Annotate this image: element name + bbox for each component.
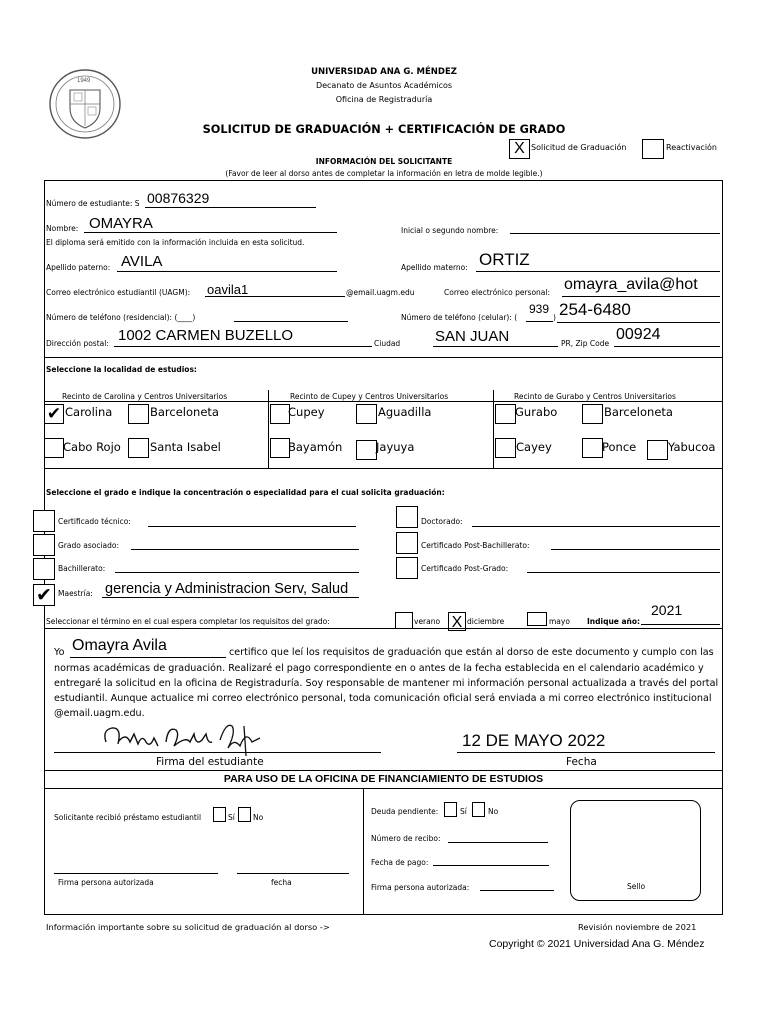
campus-checkbox-santa-isabel[interactable]	[128, 438, 149, 458]
campus-checkbox-cabo-rojo[interactable]	[44, 438, 64, 458]
maternal-field[interactable]: ORTIZ	[479, 250, 530, 269]
graduation-request-label: Solicitud de Graduación	[531, 143, 627, 152]
degree-label-technical: Certificado técnico:	[58, 517, 131, 526]
degree-checkbox-associate[interactable]	[33, 534, 55, 556]
campus-checkbox-jayuya[interactable]	[356, 440, 377, 460]
campus-checkbox-aguadilla[interactable]	[356, 404, 377, 424]
postal-label: Dirección postal:	[46, 339, 109, 348]
term-label-december: diciembre	[467, 617, 505, 626]
student-email-label: Correo electrónico estudiantil (UAGM):	[46, 288, 191, 297]
degree-prompt: Seleccione el grado e indique la concentración o especialidad para el cual solicita graduación:	[46, 488, 445, 497]
degree-label-associate: Grado asociado:	[58, 541, 119, 550]
deanship-name: Decanato de Asuntos Académicos	[315, 81, 453, 90]
cell-area-field[interactable]: 939	[529, 302, 550, 316]
authorized-label-2: Firma persona autorizada:	[371, 883, 470, 892]
debt-yes-checkbox[interactable]	[444, 802, 457, 817]
initial-field[interactable]	[510, 233, 720, 234]
name-field[interactable]: OMAYRA	[89, 215, 153, 232]
degree-checkbox-masters[interactable]	[33, 584, 55, 606]
degree-checkbox-doctorate[interactable]	[396, 506, 418, 528]
seal-year: 1949	[77, 78, 91, 84]
degree-label-doctorate: Doctorado:	[421, 517, 463, 526]
city-label: Ciudad	[374, 339, 401, 348]
campus-label-cayey: Cayey	[516, 440, 552, 454]
seal-label: Sello	[627, 882, 646, 891]
student-number-field[interactable]: 00876329	[147, 190, 210, 206]
campus-checkbox-cayey[interactable]	[495, 438, 516, 458]
degree-field-technical[interactable]	[148, 526, 356, 527]
campus-checkbox-gurabo[interactable]	[495, 404, 516, 424]
degree-field-post-bachelor[interactable]	[551, 549, 720, 550]
office-title: PARA USO DE LA OFICINA DE FINANCIAMIENTO DE ESTUDIOS	[223, 773, 544, 785]
campus-checkbox-barceloneta-gurabo[interactable]	[582, 404, 603, 424]
debt-no-checkbox[interactable]	[472, 802, 485, 817]
degree-field-masters[interactable]: gerencia y Administracion Serv, Salud	[105, 581, 349, 597]
payment-date-label: Fecha de pago:	[371, 858, 429, 867]
authorized-label: Firma persona autorizada	[58, 878, 154, 887]
debt-no-label: No	[488, 807, 499, 816]
degree-field-post-grade[interactable]	[527, 572, 720, 573]
degree-field-doctorate[interactable]	[472, 526, 720, 527]
certification-name-field[interactable]: Omayra Avila	[72, 637, 167, 654]
certification-yo: Yo	[54, 647, 65, 658]
diploma-note: El diploma será emitido con la información incluida en esta solicitud.	[46, 238, 305, 247]
office-date-label: fecha	[271, 878, 292, 887]
instructions: (Favor de leer al dorso antes de completar la información en letra de molde legible.)	[225, 169, 543, 178]
campus-label-aguadilla: Aguadilla	[378, 405, 432, 419]
campus-mark-carolina: ✔	[46, 404, 62, 424]
loan-no-checkbox[interactable]	[238, 807, 251, 822]
reactivation-label: Reactivación	[666, 143, 718, 152]
campus-label-gurabo: Gurabo	[515, 405, 558, 419]
campus-label-ponce: Ponce	[602, 440, 637, 454]
term-label-may: mayo	[549, 617, 570, 626]
degree-checkbox-post-grade[interactable]	[396, 557, 418, 579]
campus-label-yabucoa: Yabucoa	[668, 440, 716, 454]
degree-label-bachelor: Bachillerato:	[58, 564, 106, 573]
campus-label-cupey: Cupey	[288, 405, 325, 419]
footer-copyright: Copyright © 2021 Universidad Ana G. Méndez	[489, 938, 705, 950]
personal-email-label: Correo electrónico personal:	[444, 288, 551, 297]
debt-label: Deuda pendiente:	[371, 807, 439, 816]
student-email-domain: @email.uagm.edu	[346, 288, 415, 297]
graduation-request-checkbox[interactable]	[509, 139, 530, 159]
degree-field-bachelor[interactable]	[115, 572, 359, 573]
campus-label-jayuya: Jayuya	[376, 440, 415, 454]
campus-checkbox-yabucoa[interactable]	[647, 440, 668, 460]
campus-group-title: Recinto de Carolina y Centros Universitarios	[62, 392, 228, 401]
campus-group-title: Recinto de Gurabo y Centros Universitarios	[514, 392, 676, 401]
zip-label: PR, Zip Code	[561, 339, 610, 348]
section-title: INFORMACIÓN DEL SOLICITANTE	[315, 157, 453, 166]
paternal-label: Apellido paterno:	[46, 263, 111, 272]
term-label-summer: verano	[414, 617, 441, 626]
student-email-field[interactable]: oavila1	[207, 282, 249, 297]
campus-group-title: Recinto de Cupey y Centros Universitarios	[290, 392, 449, 401]
degree-checkbox-bachelor[interactable]	[33, 558, 55, 580]
payment-date-field[interactable]	[433, 865, 549, 866]
date-label: Fecha	[566, 756, 597, 768]
certification-date-field[interactable]: 12 DE MAYO 2022	[462, 731, 606, 750]
authorized-field-2[interactable]	[480, 890, 554, 891]
year-field[interactable]: 2021	[651, 602, 683, 618]
paternal-field[interactable]: AVILA	[121, 253, 163, 270]
loan-no-label: No	[253, 813, 264, 822]
term-mark-december: X	[451, 614, 463, 631]
signature-label: Firma del estudiante	[156, 756, 264, 768]
degree-field-associate[interactable]	[131, 549, 359, 550]
university-name: UNIVERSIDAD ANA G. MÉNDEZ	[311, 67, 457, 77]
campus-label-bayamon: Bayamón	[288, 440, 343, 454]
footer-revision: Revisión noviembre de 2021	[578, 922, 697, 932]
loan-label: Solicitante recibió préstamo estudiantil	[54, 813, 202, 822]
campus-label-santa-isabel: Santa Isabel	[150, 440, 221, 454]
cell-area-close: )	[553, 313, 556, 322]
certification-text: normas académicas de graduación. Realizaré el pago correspondiente en o antes de la fecha establecida en el calendario académico y entregaré la solicitud en la oficina de Registraduría. Soy responsable de mantener mi información personal actualizada a través del portal estudiantil. Aunque actualice mi correo electrónico personal, toda comunicación oficial será enviada a mi correo electrónico institucional @email.uagm.edu.	[54, 663, 719, 719]
cell-number-field[interactable]: 254-6480	[559, 300, 631, 319]
office-name: Oficina de Registraduría	[335, 95, 433, 104]
student-number-label: Número de estudiante: S	[46, 199, 140, 208]
cell-phone-label: Número de teléfono (celular): (	[401, 313, 518, 322]
loan-yes-label: Sí	[228, 813, 235, 822]
term-checkbox-summer[interactable]	[395, 612, 413, 629]
term-prompt: Seleccionar el término en el cual espera completar los requisitos del grado:	[46, 617, 330, 626]
city-field[interactable]: SAN JUAN	[435, 328, 510, 345]
zip-field[interactable]: 00924	[616, 326, 661, 343]
campus-label-carolina: Carolina	[65, 405, 113, 419]
certification-line1: certifico que leí los requisitos de graduación que están al dorso de este documento y cumplo con las	[229, 647, 714, 658]
campus-label-cabo-rojo: Cabo Rojo	[63, 440, 121, 454]
loan-yes-checkbox[interactable]	[213, 807, 226, 822]
degree-mark-masters: ✔	[36, 584, 52, 606]
degree-checkbox-post-bachelor[interactable]	[396, 532, 418, 554]
office-date-line[interactable]	[237, 873, 349, 874]
receipt-label: Número de recibo:	[371, 834, 441, 843]
degree-label-masters: Maestría:	[58, 589, 93, 598]
campus-label-barceloneta-gurabo: Barceloneta	[604, 405, 673, 419]
term-checkbox-may[interactable]	[527, 612, 547, 626]
campus-prompt: Seleccione la localidad de estudios:	[46, 365, 197, 374]
campus-label-barceloneta: Barceloneta	[150, 405, 219, 419]
year-label: Indique año:	[587, 617, 641, 626]
degree-label-post-grade: Certificado Post-Grado:	[421, 564, 509, 573]
home-phone-label: Número de teléfono (residencial): (____)	[46, 313, 196, 322]
campus-checkbox-barceloneta-carolina[interactable]	[128, 404, 149, 424]
receipt-field[interactable]	[448, 842, 548, 843]
student-signature[interactable]	[96, 712, 276, 762]
maternal-label: Apellido materno:	[401, 263, 468, 272]
home-phone-field[interactable]	[234, 321, 348, 322]
postal-field[interactable]: 1002 CARMEN BUZELLO	[118, 327, 294, 344]
graduation-request-mark: X	[514, 140, 525, 157]
reactivation-checkbox[interactable]	[642, 139, 664, 159]
initial-label: Inicial o segundo nombre:	[401, 226, 499, 235]
campus-checkbox-ponce[interactable]	[582, 438, 603, 458]
degree-label-post-bachelor: Certificado Post-Bachillerato:	[421, 541, 530, 550]
form-title: SOLICITUD DE GRADUACIÓN + CERTIFICACIÓN DE GRADO	[202, 123, 566, 136]
campus-checkbox-carolina[interactable]	[44, 404, 64, 424]
footer-info: Información importante sobre su solicitud de graduación al dorso ->	[46, 922, 330, 932]
campus-checkbox-bayamon[interactable]	[270, 438, 290, 458]
personal-email-field[interactable]: omayra_avila@hot	[564, 276, 698, 293]
debt-yes-label: Sí	[460, 807, 467, 816]
degree-checkbox-technical[interactable]	[33, 510, 55, 532]
name-label: Nombre:	[46, 224, 79, 233]
campus-checkbox-cupey[interactable]	[270, 404, 290, 424]
